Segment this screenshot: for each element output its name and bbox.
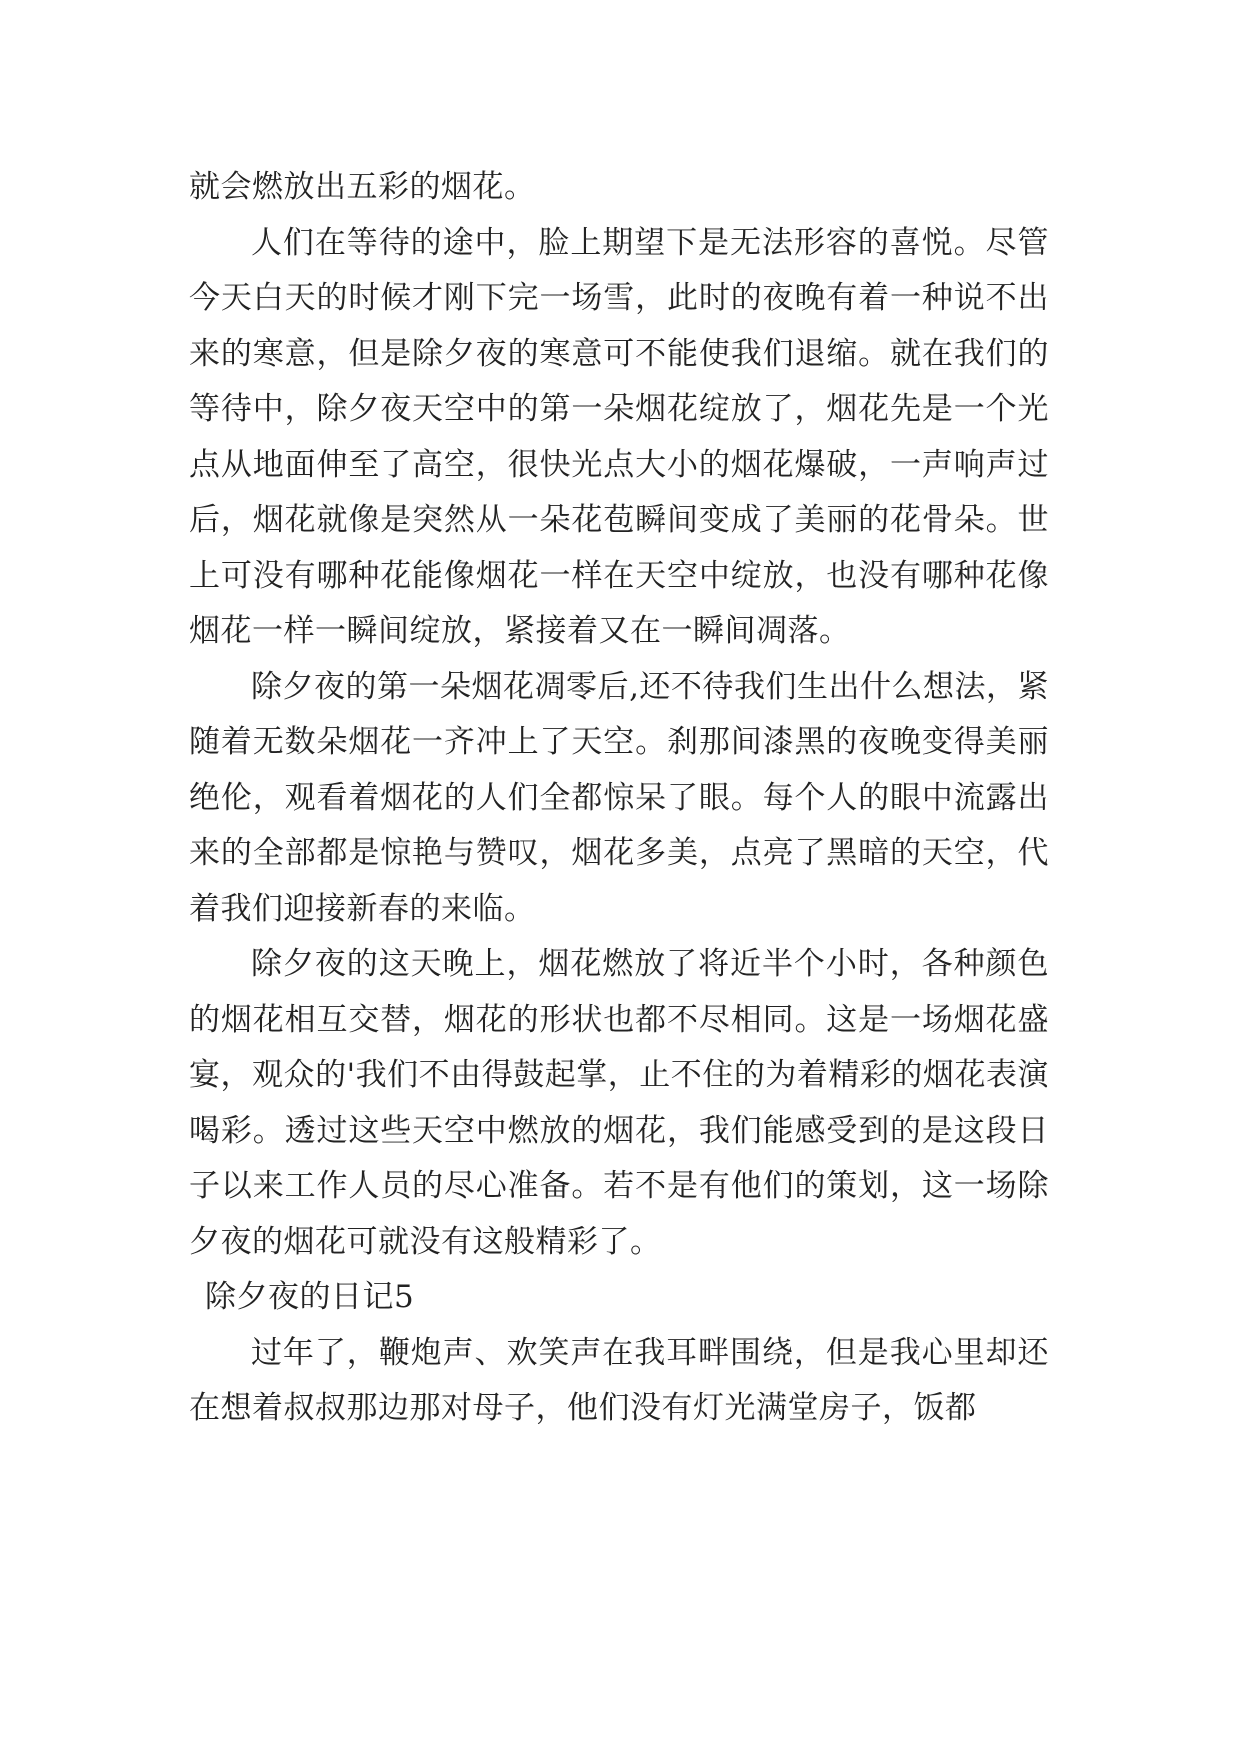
section-heading: 除夕夜的日记5 (205, 1279, 415, 1315)
paragraph-new-year: 过年了，鞭炮声、欢笑声在我耳畔围绕，但是我心里却还在想着叔叔那边那对母子，他们没有灯光满堂房子，饭都 (189, 1334, 1049, 1426)
paragraph-firework-show: 除夕夜的这天晚上，烟花燃放了将近半个小时，各种颜色的烟花相互交替，烟花的形状也都不尽相同。这是一场烟花盛宴，观众的'我们不由得鼓起掌，止不住的为着精彩的烟花表演喝彩。透过这些天空中燃放的烟花，我们能感受到的是这段日子以来工作人员的尽心准备。若不是有他们的策划，这一场除夕夜的烟花可就没有这般精彩了。 (189, 946, 1049, 1260)
document-body (189, 160, 1049, 1437)
paragraph-first-firework: 除夕夜的第一朵烟花凋零后,还不待我们生出什么想法，紧随着无数朵烟花一齐冲上了天空。刹那间漆黑的夜晚变得美丽绝伦，观看着烟花的人们全都惊呆了眼。每个人的眼中流露出来的全部都是惊艳与赞叹，烟花多美，点亮了黑暗的天空，代着我们迎接新春的来临。 (189, 668, 1049, 927)
paragraph-continuation: 就会燃放出五彩的烟花。 (189, 169, 536, 205)
paragraph-waiting: 人们在等待的途中，脸上期望下是无法形容的喜悦。尽管今天白天的时候才刚下完一场雪，此时的夜晚有着一种说不出来的寒意，但是除夕夜的寒意可不能使我们退缩。就在我们的等待中，除夕夜天空中的第一朵烟花绽放了，烟花先是一个光点从地面伸至了高空，很快光点大小的烟花爆破，一声响声过后，烟花就像是突然从一朵花苞瞬间变成了美丽的花骨朵。世上可没有哪种花能像烟花一样在天空中绽放，也没有哪种花像烟花一样一瞬间绽放，紧接着又在一瞬间凋落。 (189, 224, 1049, 649)
